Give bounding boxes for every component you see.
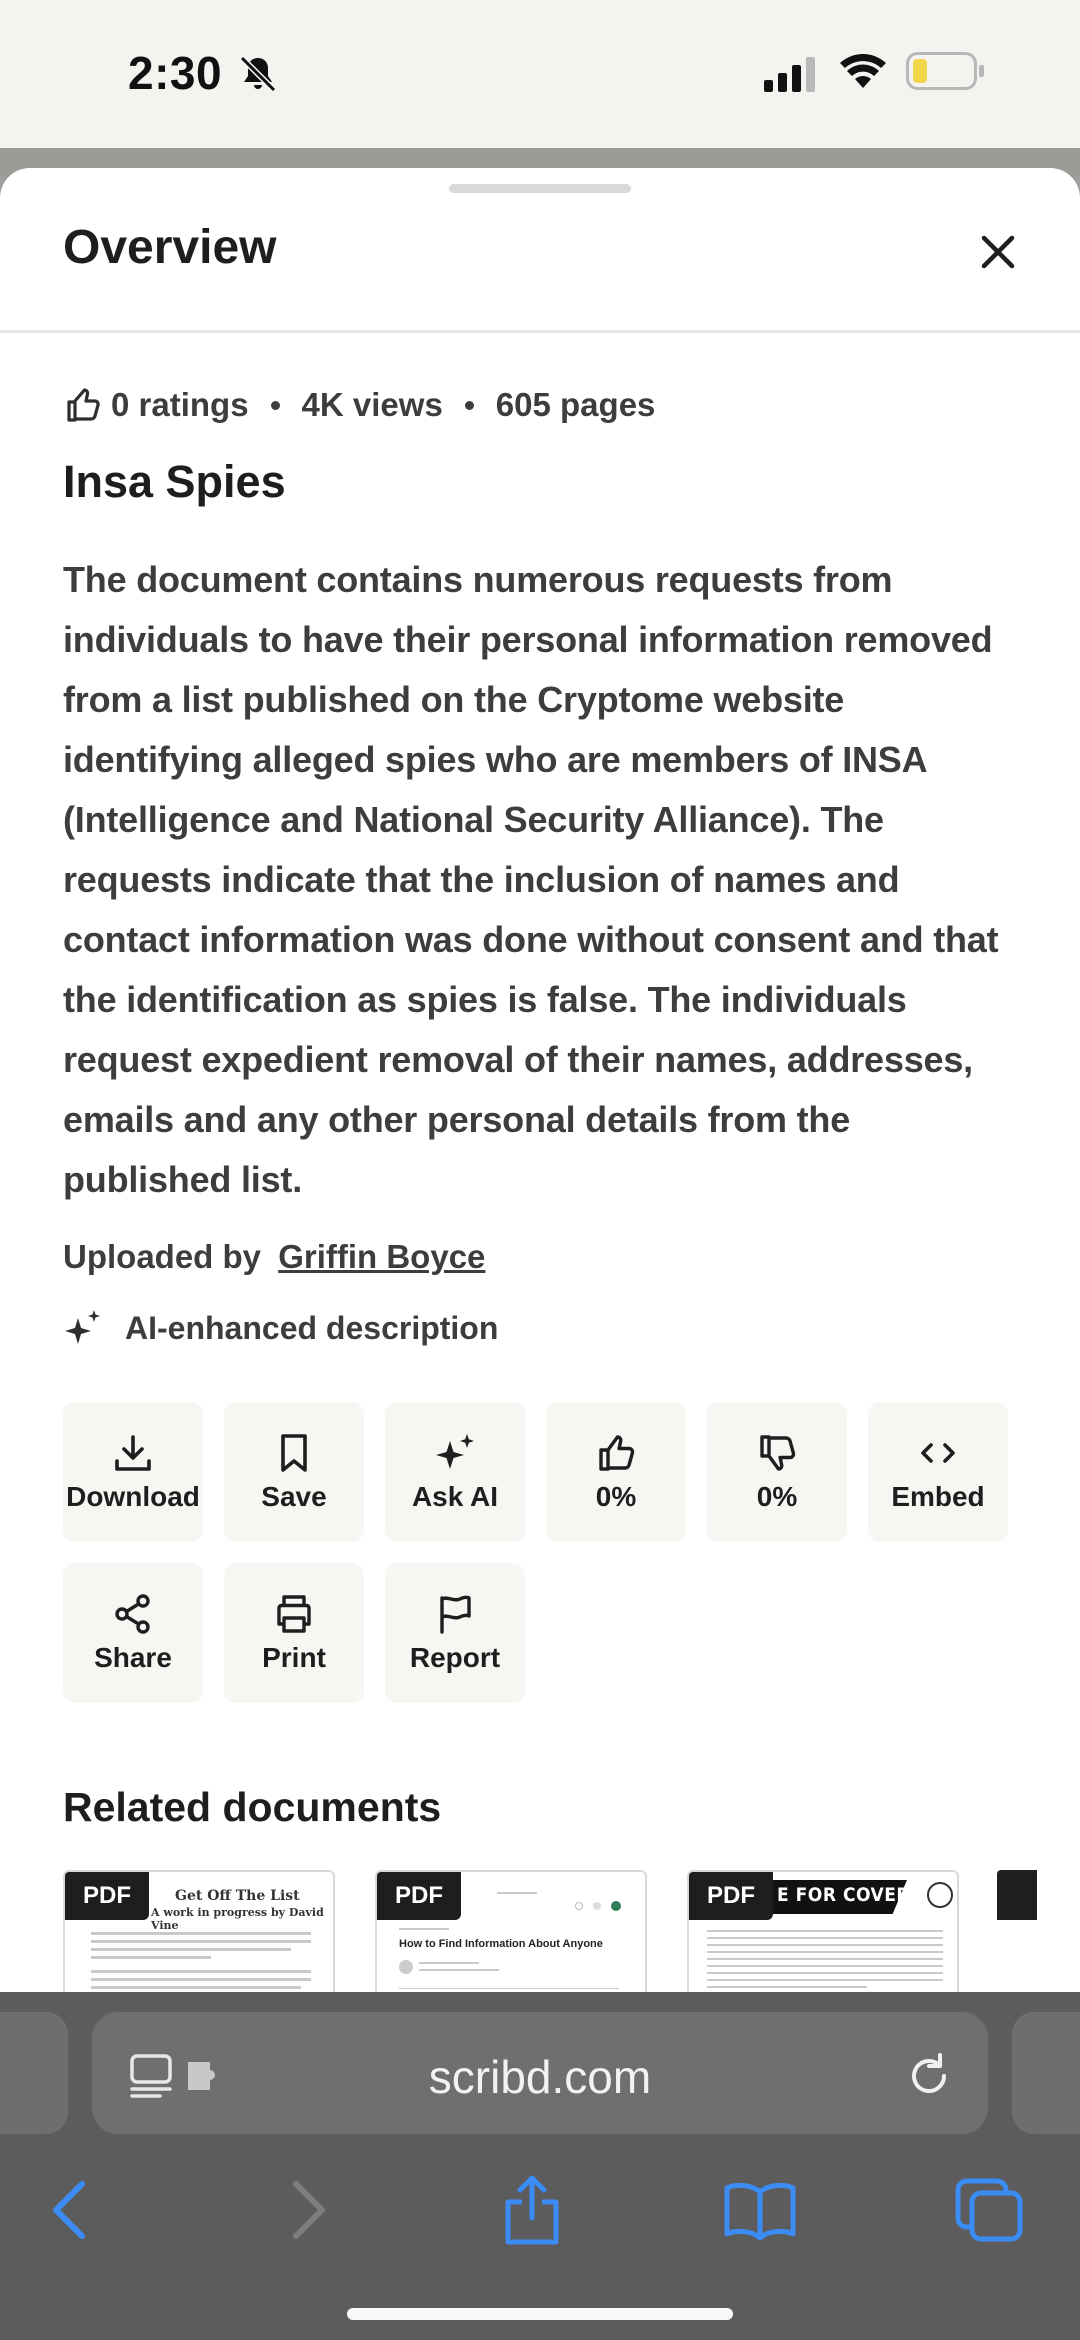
seal-logo [927,1882,953,1908]
ai-enhanced-note [63,1308,498,1348]
divider [399,1988,619,1989]
action-grid [63,1402,1013,1703]
ask-ai-button[interactable] [385,1402,525,1542]
print-button[interactable] [224,1563,364,1703]
related-document-card-partial[interactable] [997,1870,1037,1920]
text-line [91,1986,301,1989]
text-line [707,1979,943,1981]
share-label: Share [94,1642,172,1673]
save-button[interactable] [224,1402,364,1542]
previous-tab-preview[interactable] [0,2012,68,2134]
text-line [419,1962,479,1964]
url-text: scribd.com [428,2051,652,2103]
related-document-card[interactable] [63,1870,335,1992]
related-documents-heading: Related documents [63,1784,442,1830]
chevron-left-icon [50,2180,90,2240]
separator-dot [271,401,280,410]
forward-button[interactable] [258,2160,358,2260]
views-count: 4K views [301,386,443,423]
related-documents-carousel [63,1870,1080,1992]
card-heading: Get Off The List [175,1888,300,1904]
related-document-card[interactable] [375,1870,647,1992]
text-line [707,1951,943,1953]
status-time: 2:30 [128,47,223,99]
download-button[interactable] [63,1402,203,1542]
download-label: Download [66,1481,200,1512]
browser-nav-row [0,2160,1080,2270]
sheet-divider [0,330,1080,333]
avatar [611,1901,621,1911]
separator-dot [465,401,474,410]
close-icon [981,235,1015,269]
text-line [91,1970,311,1973]
text-line [707,1972,943,1974]
report-button[interactable] [385,1563,525,1703]
text-line [707,1937,943,1939]
ai-enhanced-label: AI-enhanced description [125,1309,499,1346]
like-percent: 0% [595,1481,637,1512]
printer-icon [272,1592,316,1636]
sheet-grabber[interactable] [449,184,631,193]
uploader-link[interactable]: Griffin Boyce [278,1238,486,1275]
download-icon [111,1431,155,1475]
ratings-count: 0 ratings [111,386,249,423]
bookmark-icon [272,1431,316,1475]
print-label: Print [262,1642,326,1673]
text-line [707,1958,943,1960]
card-heading: How to Find Information About Anyone [399,1938,603,1950]
text-line [497,1892,537,1894]
text-line [707,1986,867,1988]
text-line [419,1969,499,1971]
home-indicator[interactable] [347,2308,733,2320]
reload-icon[interactable] [904,2050,954,2100]
back-button[interactable] [20,2160,120,2260]
related-document-card[interactable] [687,1870,959,1992]
tabs-button[interactable] [940,2160,1040,2260]
battery-icon [906,52,986,92]
open-book-icon [723,2180,797,2240]
document-title: Insa Spies [63,456,286,507]
bell-icon [593,1902,601,1910]
text-line [707,1965,943,1967]
avatar [399,1960,413,1974]
text-line [91,1978,311,1981]
text-line [91,1948,291,1951]
text-line [399,1928,449,1930]
code-icon [916,1431,960,1475]
status-bar [0,0,1080,148]
thumbs-up-icon [63,385,103,425]
browser-toolbar [0,1992,1080,2340]
tabs-icon [954,2177,1026,2243]
embed-button[interactable] [868,1402,1008,1542]
bookmarks-button[interactable] [710,2160,810,2260]
pdf-badge: PDF [377,1872,461,1920]
address-bar[interactable] [92,2012,988,2134]
pdf-badge: PDF [689,1872,773,1920]
close-button[interactable] [972,226,1024,278]
next-tab-preview[interactable] [1012,2012,1080,2134]
text-line [91,1932,311,1935]
overview-sheet [0,168,1080,1992]
uploaded-by-label: Uploaded by [63,1238,262,1275]
text-line [707,1930,943,1932]
chevron-right-icon [288,2180,328,2240]
cellular-signal-icon [764,56,820,92]
card-subheading: A work in progress by David Vine [151,1906,324,1932]
share-icon [111,1592,155,1636]
search-icon [575,1902,583,1910]
share-button[interactable] [63,1563,203,1703]
bell-muted-icon [236,52,280,96]
save-label: Save [261,1481,327,1512]
uploaded-by [63,1238,485,1276]
ask-ai-label: Ask AI [411,1481,499,1512]
like-button[interactable] [546,1402,686,1542]
text-line [707,1944,943,1946]
share-button[interactable] [482,2160,582,2260]
wifi-icon [838,50,888,90]
text-line [91,1956,211,1959]
dislike-button[interactable] [707,1402,847,1542]
pages-count: 605 pages [495,386,656,423]
embed-label: Embed [891,1481,985,1512]
sparkle-icon [63,1308,103,1348]
text-line [91,1940,311,1943]
card-heading: E FOR COVER [777,1884,911,1906]
thumbs-up-icon [594,1431,638,1475]
report-label: Report [409,1642,501,1673]
pdf-badge: PDF [65,1872,149,1920]
document-stats [63,380,655,430]
document-description: The document contains numerous requests from individuals to have their personal information removed from a list published on the Cryptome website identifying alleged spies who are members of INSA (Intelligence and National Security Alliance). The requests indicate that the inclusion of names and contact information was done without consent and that the identification as spies is false. The individuals request expedient removal of their names, addresses, emails and any other personal details from the published list. [63,559,999,1200]
sparkle-icon [433,1431,477,1475]
share-upload-icon [502,2174,562,2246]
dislike-percent: 0% [756,1481,798,1512]
sheet-title: Overview [63,221,277,274]
thumbs-down-icon [755,1431,799,1475]
flag-icon [433,1592,477,1636]
